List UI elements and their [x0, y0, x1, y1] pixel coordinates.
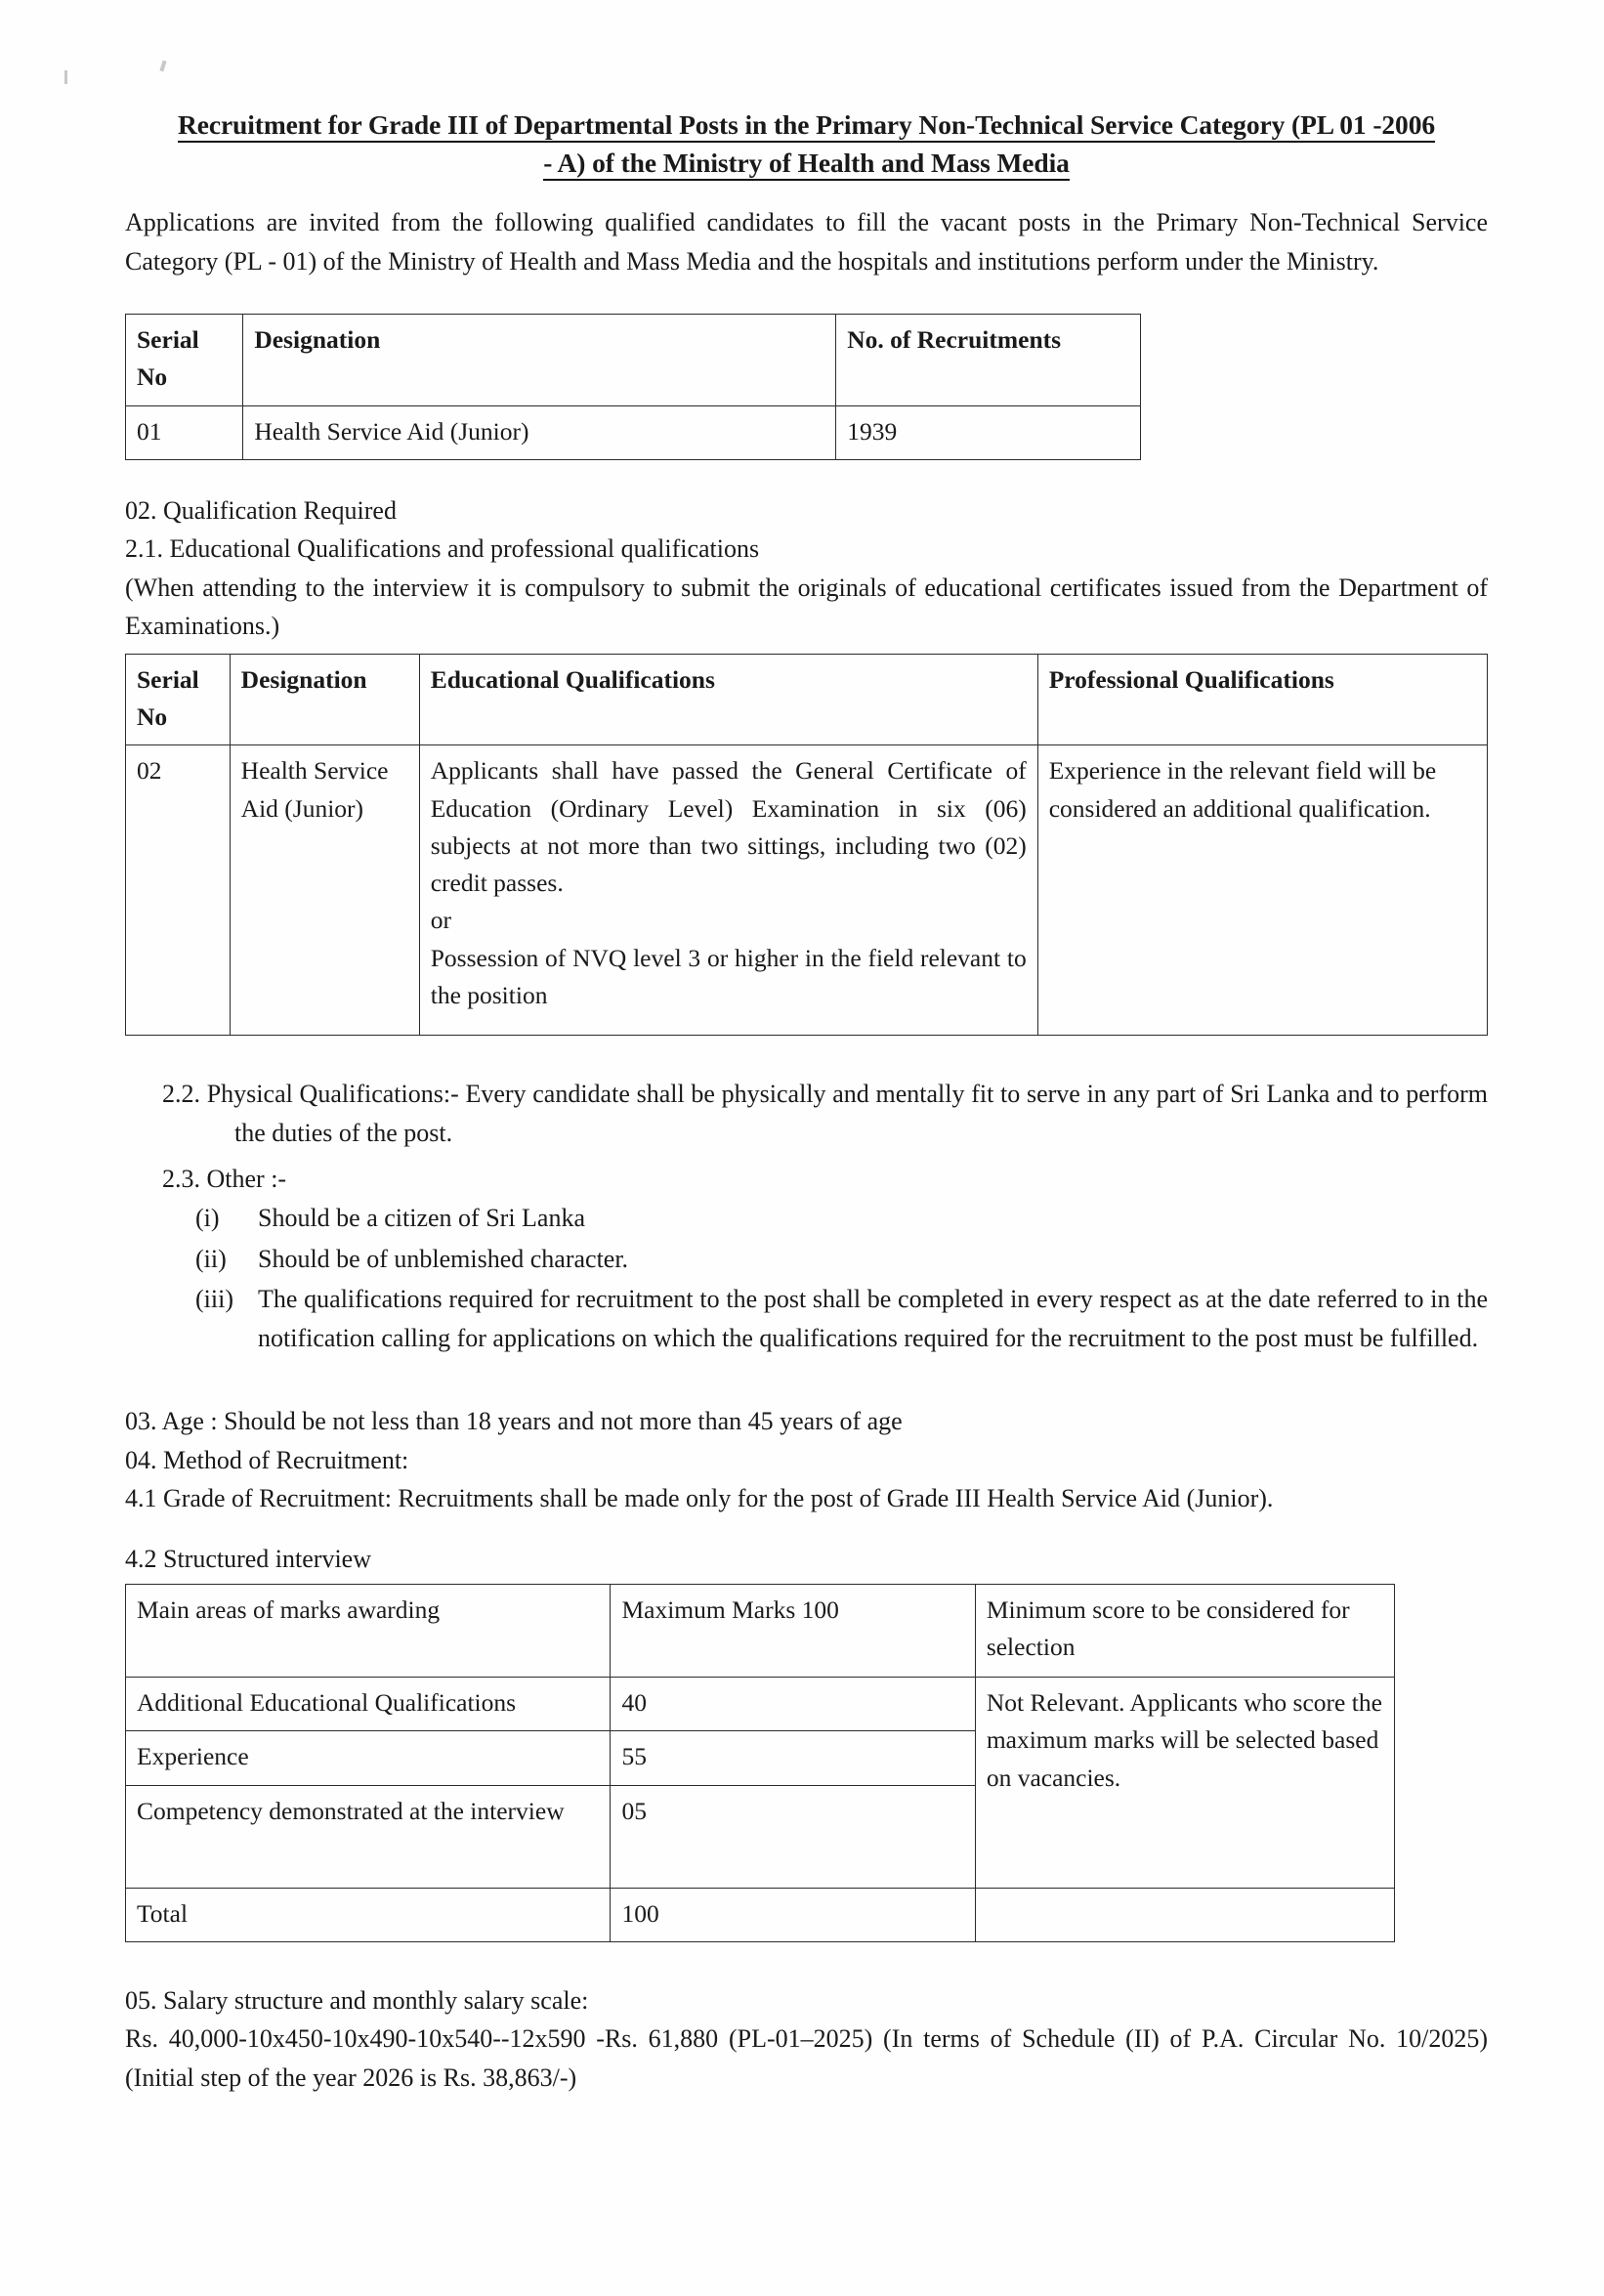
scan-artifact — [159, 61, 166, 72]
cell-marks-competency: 05 — [611, 1785, 975, 1888]
cell-designation: Health Service Aid (Junior) — [243, 405, 836, 459]
educational-paragraph-1: Applicants shall have passed the General Certificate of Education (Ordinary Level) Examination in six (06) subjects at not more than two sittings, including two (02) credit passes. — [430, 756, 1027, 898]
page-title-line-1: Recruitment for Grade III of Departmental Posts in the Primary Non-Technical Service Category (PL 01 -2006 — [178, 109, 1435, 143]
list-item — [195, 1280, 1488, 1357]
header-serial-line2: No — [137, 362, 168, 392]
section-2-2: 2.2. Physical Qualifications:- Every candidate shall be physically and mentally fit to serve in any part of Sri Lanka and to perform the duties of the post. — [162, 1080, 1488, 1147]
section-4-2-heading: 4.2 Structured interview — [125, 1544, 371, 1573]
cell-designation: Health Service Aid (Junior) — [230, 745, 419, 1036]
header-main-areas: Main areas of marks awarding — [126, 1585, 611, 1678]
educational-paragraph-2: Possession of NVQ level 3 or higher in the field relevant to the position — [430, 943, 1027, 1009]
header-no-of-recruitments: No. of Recruitments — [836, 315, 1141, 406]
section-04-heading: 04. Method of Recruitment: — [125, 1445, 409, 1474]
header-designation: Designation — [230, 654, 419, 745]
cell-serial: 02 — [126, 745, 231, 1036]
cell-marks-total: 100 — [611, 1888, 975, 1941]
header-serial-no — [126, 315, 243, 406]
header-serial-no — [126, 654, 231, 745]
list-marker: (iii) — [195, 1285, 233, 1314]
header-serial-line2: No — [137, 702, 168, 732]
interview-marks-table — [125, 1584, 1395, 1942]
table-row — [126, 745, 1488, 1036]
cell-minimum-score-note: Not Relevant. Applicants who score the maximum marks will be selected based on vacancies. — [975, 1678, 1394, 1889]
list-marker: (i) — [195, 1203, 220, 1232]
table-header-row — [126, 315, 1141, 406]
cell-empty — [975, 1888, 1394, 1941]
list-item — [195, 1240, 1488, 1279]
educational-or: or — [430, 906, 451, 935]
cell-area-additional-education: Additional Educational Qualifications — [126, 1678, 611, 1731]
header-minimum-score-line1: Minimum score to be considered — [986, 1595, 1315, 1625]
intro-paragraph: Applications are invited from the following qualified candidates to fill the vacant posts in the Primary Non-Technical Service Category (PL - 01) of the Ministry of Health and Mass Media and the hospitals and institutions perform under the Ministry. — [125, 208, 1488, 276]
table-row — [126, 1678, 1395, 1731]
section-2-1-heading: 2.1. Educational Qualifications and professional qualifications — [125, 534, 760, 564]
section-03-age: 03. Age : Should be not less than 18 years and not more than 45 years of age — [125, 1407, 903, 1436]
cell-educational-qualifications — [419, 745, 1037, 1036]
section-2-3-list — [125, 1199, 1488, 1357]
list-text: Should be of unblemished character. — [258, 1244, 629, 1273]
list-item — [195, 1199, 1488, 1238]
table-row — [126, 1888, 1395, 1941]
qualification-table — [125, 654, 1488, 1037]
header-professional-qualifications: Professional Qualifications — [1037, 654, 1487, 745]
section-02-heading: 02. Qualification Required — [125, 495, 397, 525]
header-educational-qualifications: Educational Qualifications — [419, 654, 1037, 745]
section-05-body: Rs. 40,000-10x450-10x490-10x540--12x590 -Rs. 61,880 (PL-01–2025) (In terms of Schedule (II) of P.A. Circular No. 10/2025) (Initial step of the year 2026 is Rs. 38,863/-) — [125, 2024, 1488, 2092]
cell-marks-experience: 55 — [611, 1731, 975, 1785]
section-4-1: 4.1 Grade of Recruitment: Recruitments shall be made only for the post of Grade III Health Service Aid (Junior). — [125, 1484, 1274, 1513]
page-title — [125, 106, 1488, 182]
scan-artifact — [64, 70, 67, 84]
cell-count: 1939 — [836, 405, 1141, 459]
list-text: The qualifications required for recruitment to the post shall be completed in every respect as at the date referred to in the notification calling for applications on which the qualifications required for the recruitment to the post must be fulfilled. — [258, 1285, 1488, 1352]
vacancy-table — [125, 314, 1141, 460]
header-minimum-score — [975, 1585, 1394, 1678]
cell-area-total: Total — [126, 1888, 611, 1941]
cell-area-experience: Experience — [126, 1731, 611, 1785]
section-2-1-note: (When attending to the interview it is compulsory to submit the originals of educational certificates issued from the Department of Examinations.) — [125, 573, 1488, 641]
cell-professional-qualifications: Experience in the relevant field will be considered an additional qualification. — [1037, 745, 1487, 1036]
cell-serial: 01 — [126, 405, 243, 459]
list-text: Should be a citizen of Sri Lanka — [258, 1203, 586, 1232]
header-serial-line1: Serial — [137, 664, 199, 694]
document-content — [125, 106, 1488, 2105]
cell-marks-additional-education: 40 — [611, 1678, 975, 1731]
header-minimum-score-line2: for selection — [986, 1595, 1350, 1662]
cell-area-competency: Competency demonstrated at the interview — [126, 1785, 611, 1888]
list-marker: (ii) — [195, 1244, 227, 1273]
page-title-line-2: - A) of the Ministry of Health and Mass Media — [543, 148, 1070, 181]
header-maximum-marks: Maximum Marks 100 — [611, 1585, 975, 1678]
table-row — [126, 405, 1141, 459]
section-2-3-heading: 2.3. Other :- — [162, 1165, 287, 1194]
table-header-row — [126, 1585, 1395, 1678]
section-05-heading: 05. Salary structure and monthly salary scale: — [125, 1985, 589, 2015]
header-designation: Designation — [243, 315, 836, 406]
table-header-row — [126, 654, 1488, 745]
header-serial-line1: Serial — [137, 325, 199, 355]
